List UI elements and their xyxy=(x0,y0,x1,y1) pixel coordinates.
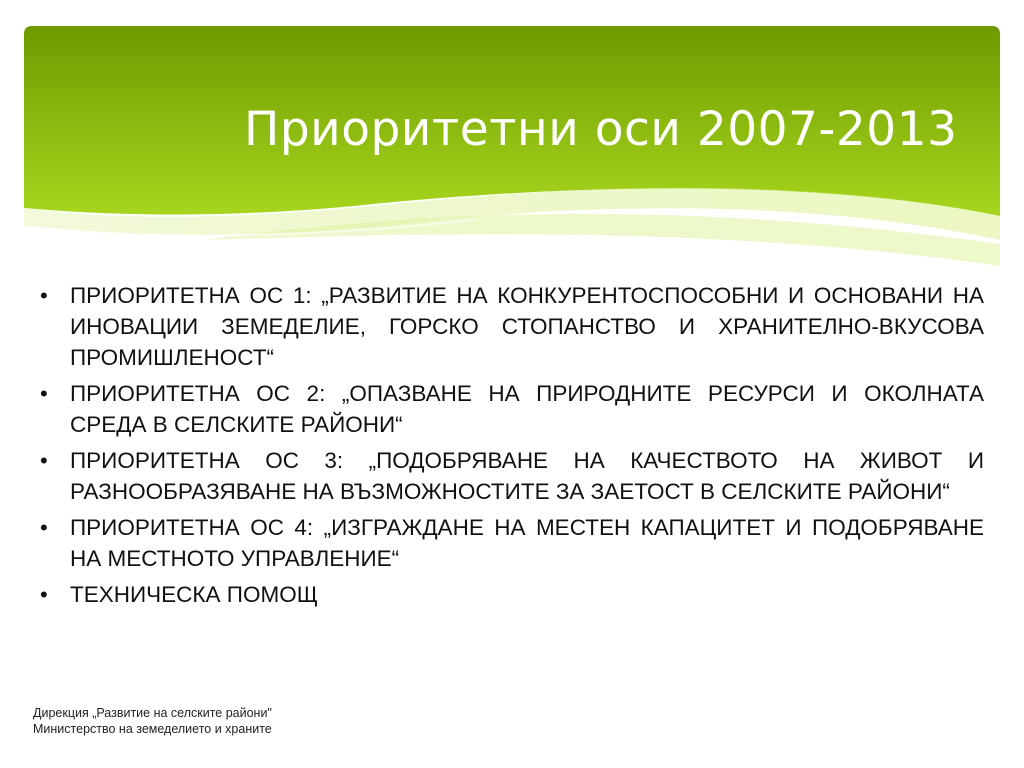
list-item-text: ПРИОРИТЕТНА ОС 2: „ОПАЗВАНЕ НА ПРИРОДНИТЕ РЕСУРСИ И ОКОЛНАТА СРЕДА В СЕЛСКИТЕ РАЙОНИ“ xyxy=(70,381,984,437)
bullet-icon: • xyxy=(40,381,48,406)
list-item xyxy=(40,445,984,507)
bullet-icon: • xyxy=(40,515,48,540)
slide-title: Приоритетни оси 2007-2013 xyxy=(244,102,958,157)
list-item xyxy=(40,512,984,574)
list-item-text: ПРИОРИТЕТНА ОС 1: „РАЗВИТИЕ НА КОНКУРЕНТОСПОСОБНИ И ОСНОВАНИ НА ИНОВАЦИИ ЗЕМЕДЕЛИЕ, ГОРСКО СТОПАНСТВО И ХРАНИТЕЛНО-ВКУСОВА ПРОМИШЛЕНОСТ“ xyxy=(70,283,984,370)
list-item-text: ПРИОРИТЕТНА ОС 3: „ПОДОБРЯВАНЕ НА КАЧЕСТВОТО НА ЖИВОТ И РАЗНООБРАЗЯВАНЕ НА ВЪЗМОЖНОСТИТЕ ЗА ЗАЕТОСТ В СЕЛСКИТЕ РАЙОНИ“ xyxy=(70,448,984,504)
list-item xyxy=(40,378,984,440)
footer-directorate: Дирекция „Развитие на селските райони" xyxy=(33,706,272,720)
list-item-text: ПРИОРИТЕТНА ОС 4: „ИЗГРАЖДАНЕ НА МЕСТЕН КАПАЦИТЕТ И ПОДОБРЯВАНЕ НА МЕСТНОТО УПРАВЛЕНИЕ“ xyxy=(70,515,984,571)
bullet-icon: • xyxy=(40,448,48,473)
list-item-text: ТЕХНИЧЕСКА ПОМОЩ xyxy=(70,582,318,607)
footer-ministry: Министерство на земеделието и храните xyxy=(33,722,272,736)
list-item xyxy=(40,280,984,373)
bullet-icon: • xyxy=(40,283,48,308)
title-banner xyxy=(24,26,1000,266)
bullet-icon: • xyxy=(40,582,48,607)
list-item xyxy=(40,579,984,610)
footer xyxy=(33,705,272,737)
bullet-list xyxy=(40,280,984,615)
